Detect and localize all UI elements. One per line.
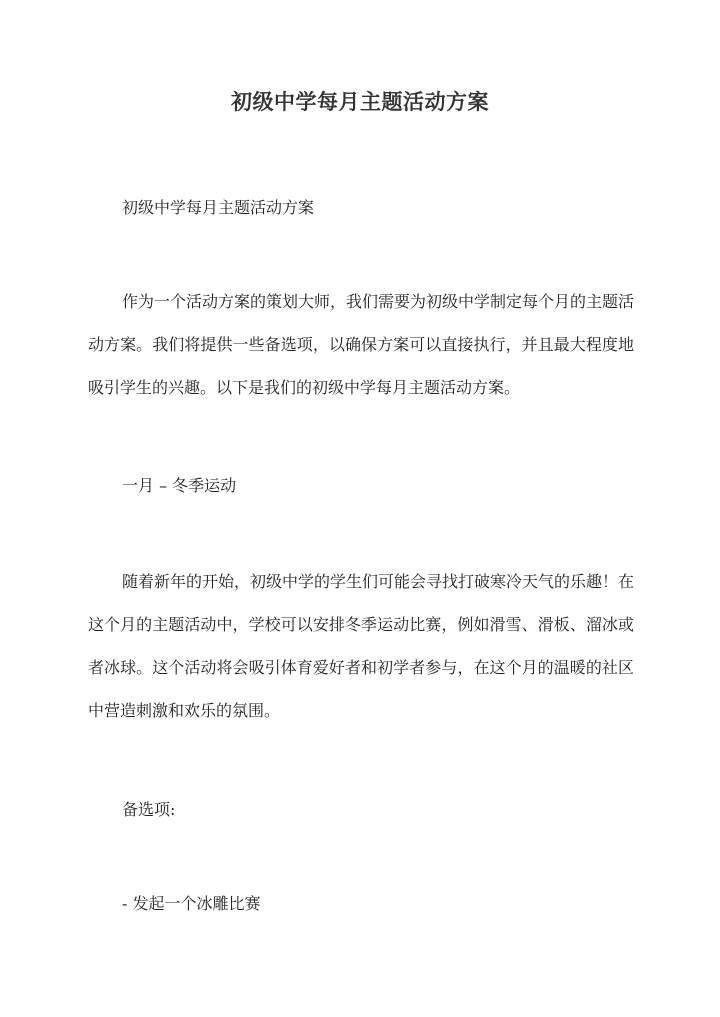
intro-paragraph: 作为一个活动方案的策划大师，我们需要为初级中学制定每个月的主题活动方案。我们将提供一些备选项，以确保方案可以直接执行，并且最大程度地吸引学生的兴趣。以下是我们的初级中学每月主题活动方案。 — [88, 292, 635, 397]
document-subtitle: 初级中学每月主题活动方案 — [122, 198, 315, 217]
january-body-paragraph: 随着新年的开始，初级中学的学生们可能会寻找打破寒冷天气的乐趣！在这个月的主题活动中，学校可以安排冬季运动比赛，例如滑雪、滑板、溜冰或者冰球。这个活动将会吸引体育爱好者和初学者参与，在这个月的温暖的社区中营造刺激和欢乐的氛围。 — [88, 572, 635, 720]
section-heading-january: 一月 – 冬季运动 — [122, 476, 237, 495]
document-title: 初级中学每月主题活动方案 — [231, 89, 489, 114]
option-item: - 发起一个冰雕比赛 — [122, 894, 261, 913]
options-label: 备选项: — [122, 800, 176, 819]
